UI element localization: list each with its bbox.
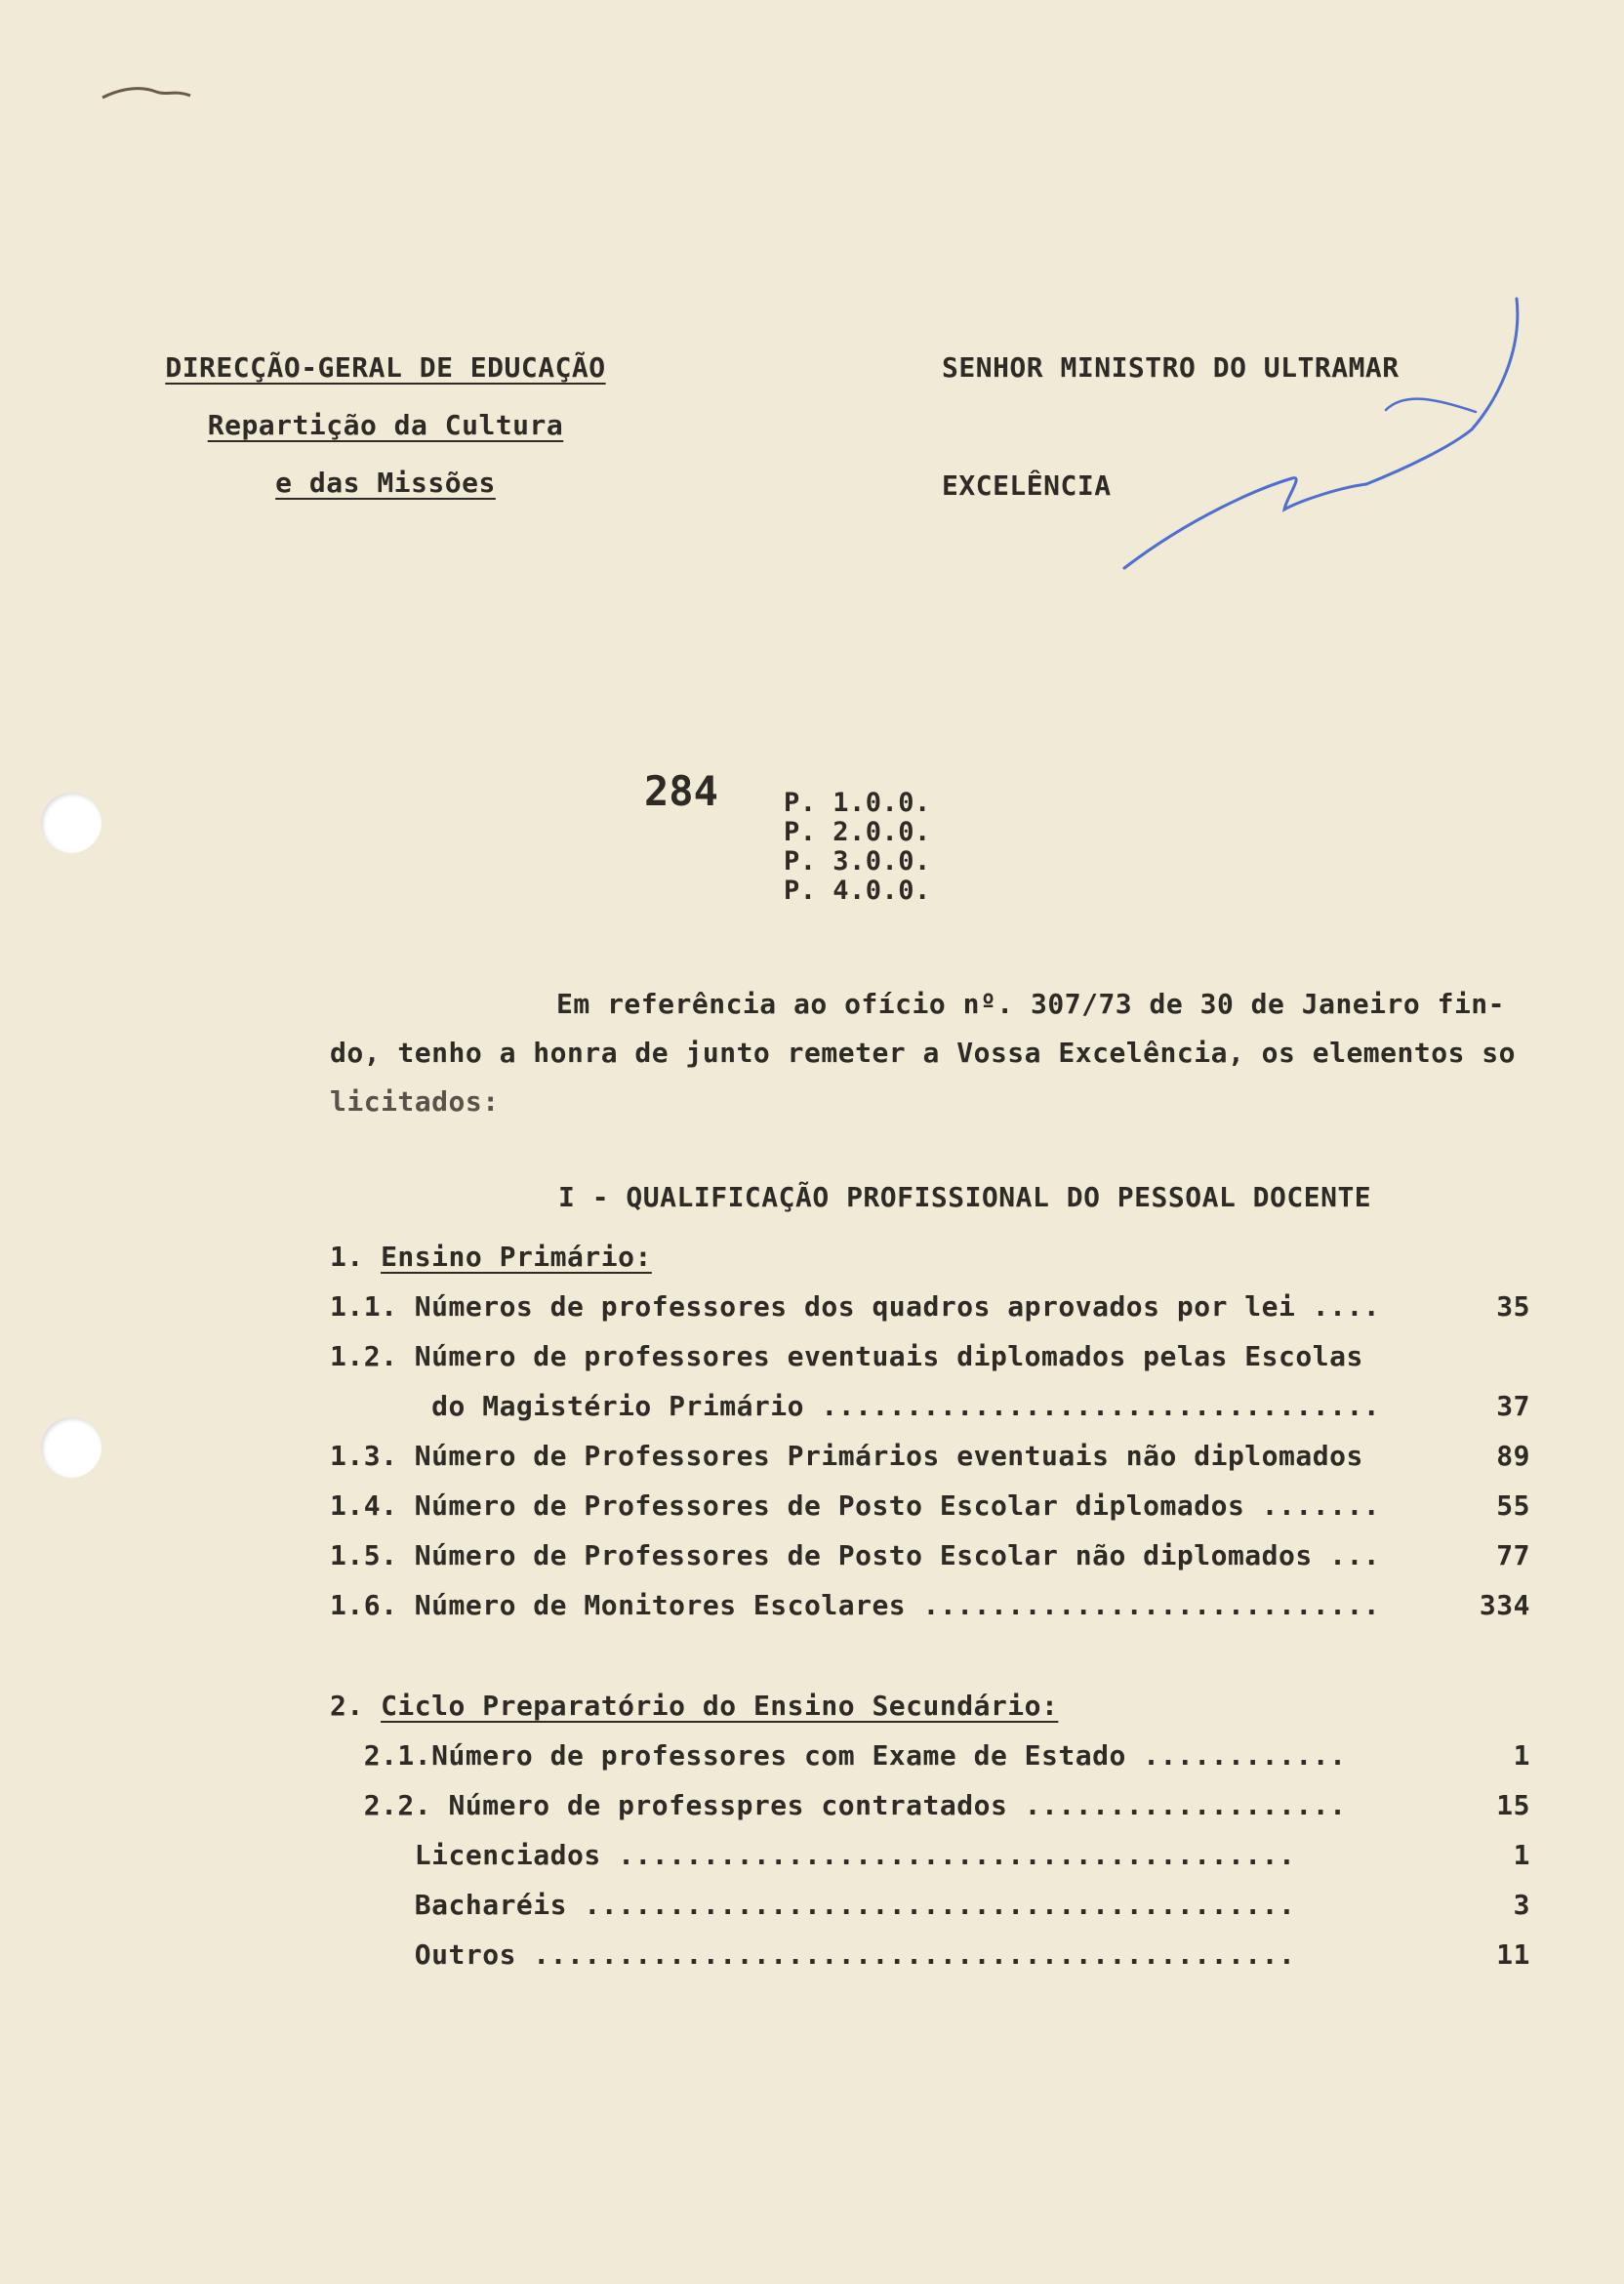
table-row (330, 1381, 1530, 1431)
table-row (330, 1580, 1530, 1630)
sender-subdepartment: e das Missões (275, 467, 496, 499)
row-value: 334 (1479, 1589, 1530, 1621)
table-row (330, 1780, 1530, 1830)
table-row (330, 1431, 1530, 1481)
pen-mark (98, 76, 205, 115)
staff-table (330, 1232, 1530, 1979)
row-label: 1.5. Número de Professores de Posto Escolar não diplomados ... (330, 1539, 1381, 1571)
table-row (330, 1282, 1530, 1331)
table-row (330, 1530, 1530, 1580)
addressee-block (942, 351, 1400, 588)
row-label: 1.3. Número de Professores Primários eventuais não diplomados (330, 1440, 1363, 1472)
row-label: Outros ............................................. (330, 1938, 1296, 1971)
row-label: 1.1. Números de professores dos quadros aprovados por lei .... (330, 1290, 1381, 1323)
group-heading (330, 1232, 1530, 1282)
row-label: Bacharéis .......................................... (330, 1889, 1296, 1921)
row-value: 35 (1496, 1290, 1530, 1323)
group-title: Ensino Primário: (381, 1241, 652, 1273)
process-code: P. 1.0.0. (784, 788, 931, 818)
sender-block (151, 351, 620, 524)
punch-hole-top (41, 793, 102, 853)
group-number: 2. (330, 1690, 364, 1722)
intro-line: do, tenho a honra de junto remeter a Vossa Excelência, os elementos so (330, 1037, 1517, 1069)
table-row (330, 1731, 1530, 1780)
row-label: 2.2. Número de professpres contratados ................... (330, 1789, 1347, 1821)
process-code: P. 4.0.0. (784, 876, 931, 906)
table-row (330, 1481, 1530, 1530)
row-value: 37 (1496, 1390, 1530, 1422)
group-title: Ciclo Preparatório do Ensino Secundário: (381, 1690, 1059, 1722)
group-heading (330, 1681, 1530, 1731)
row-value: 89 (1496, 1440, 1530, 1472)
row-label: do Magistério Primário ................................. (330, 1390, 1381, 1422)
row-label: 1.2. Número de professores eventuais diplomados pelas Escolas (330, 1340, 1363, 1372)
group-number: 1. (330, 1241, 364, 1273)
row-value: 3 (1513, 1889, 1530, 1921)
row-label: 2.1.Número de professores com Exame de Estado ............ (330, 1739, 1347, 1772)
process-code: P. 3.0.0. (784, 846, 931, 877)
punch-hole-bottom (41, 1417, 102, 1478)
sender-department: Repartição da Cultura (207, 409, 564, 441)
table-row (330, 1830, 1530, 1880)
row-label: Licenciados ........................................ (330, 1839, 1296, 1871)
sender-directorate: DIRECÇÃO-GERAL DE EDUCAÇÃO (165, 351, 606, 384)
table-row (330, 1880, 1530, 1930)
intro-line: licitados: (330, 1085, 500, 1118)
section-title: I - QUALIFICAÇÃO PROFISSIONAL DO PESSOAL DOCENTE (558, 1181, 1372, 1213)
reference-number: 284 (644, 767, 718, 815)
table-row (330, 1331, 1530, 1381)
intro-line: Em referência ao ofício nº. 307/73 de 30 de Janeiro fin- (556, 988, 1506, 1020)
table-row (330, 1930, 1530, 1979)
row-value: 1 (1513, 1839, 1530, 1871)
row-label: 1.4. Número de Professores de Posto Escolar diplomados ....... (330, 1489, 1381, 1522)
spacer (330, 1630, 1530, 1681)
row-value: 55 (1496, 1489, 1530, 1522)
row-value: 1 (1513, 1739, 1530, 1772)
group-heading-text (330, 1232, 652, 1282)
row-label: 1.6. Número de Monitores Escolares ........................... (330, 1589, 1381, 1621)
row-value: 11 (1496, 1938, 1530, 1971)
row-value: 77 (1496, 1539, 1530, 1571)
process-codes (784, 789, 931, 906)
salutation: EXCELÊNCIA (942, 469, 1112, 502)
intro-paragraph (330, 980, 1550, 1126)
addressee: SENHOR MINISTRO DO ULTRAMAR (942, 351, 1400, 384)
group-heading-text (330, 1681, 1058, 1731)
row-value: 15 (1496, 1789, 1530, 1821)
process-code: P. 2.0.0. (784, 817, 931, 847)
